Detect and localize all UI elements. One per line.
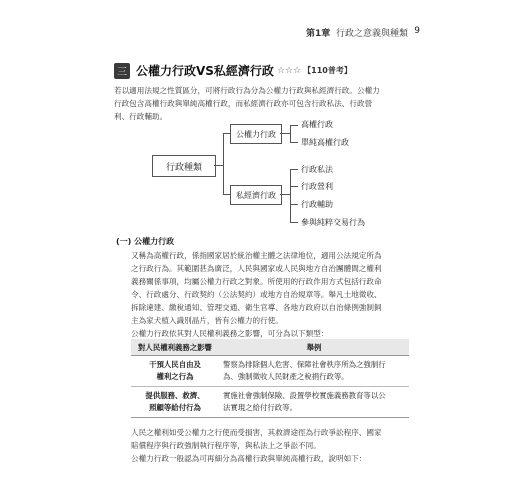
cell-line: 警察為排除個人危害、保障社會秩序所為之強制行: [223, 360, 386, 369]
table-header-cell: 對人民權利義務之影響: [131, 339, 219, 356]
cell-line: 照顧等給付行為: [149, 403, 201, 412]
body-line: 又稱為高權行政，係指國家居於統治權主體之法律地位，適用公法規定所為: [131, 251, 382, 260]
diagram-leaf: 參與純粹交易行為: [301, 218, 365, 227]
page-number: 9: [414, 26, 420, 36]
table-cell-type: [131, 387, 219, 418]
importance-stars: ☆☆☆: [276, 65, 302, 76]
section-title: [114, 62, 352, 79]
connector-line: [290, 142, 298, 143]
diagram-leaf: 行政營利: [301, 182, 333, 191]
diagram-leaf: 行政私法: [301, 165, 333, 174]
running-header: [306, 26, 408, 39]
body-line: 拆除違建、繳稅通知、管理交通、衛生官導、各地方政府以自治條例強制飼: [131, 303, 382, 312]
table-header-cell: 舉例: [219, 339, 409, 356]
table-cell-example: [219, 356, 409, 387]
chapter-label: 第1章: [305, 29, 331, 39]
connector-line: [290, 169, 298, 170]
connector-line: [214, 165, 223, 166]
intro-line: 利、行政輔助。: [114, 112, 168, 121]
body-line: 之行政行為。其範圍甚為廣泛，人民與國家或人民與地方自治團體間之權利: [131, 264, 382, 273]
connector-line: [223, 194, 230, 195]
cell-line: 法實現之給付行政等。: [223, 403, 297, 412]
table-cell-type: [131, 356, 219, 387]
intro-line: 若以適用法規之性質區分，可將行政行為分為公權力行政與私經濟行政。公權力: [114, 86, 380, 95]
connector-line: [290, 186, 298, 187]
connector-line: [290, 169, 291, 222]
diagram-branch-private: 私經濟行政: [230, 185, 282, 205]
table-cell-example: [219, 387, 409, 418]
body-line: 公權力行政依其對人民權利義務之影響，可分為以下類型：: [131, 329, 329, 338]
connector-line: [223, 133, 230, 134]
connector-line: [280, 194, 290, 195]
exam-tag: 【110普考】: [303, 66, 352, 75]
connector-line: [290, 125, 298, 126]
table-header-row: [131, 339, 409, 356]
diagram-branch-public: 公權力行政: [230, 124, 282, 144]
section-number-badge: 三: [114, 63, 130, 79]
intro-paragraph: [114, 84, 410, 123]
body-line: 人民之權利如受公權力之行使而受損害，其救濟途徑為行政爭訟程序、國家: [131, 428, 382, 437]
cell-line: 權利之行為: [156, 372, 194, 381]
cell-line: 為、強制徵收人民財產之稅捐行政等。: [223, 372, 349, 381]
body-line: 主為家犬植入識別晶片，皆有公權力的行使。: [131, 316, 283, 325]
body-line: 公權力行政一般認為可再細分為高權行政與單純高權行政，說明如下：: [131, 454, 367, 463]
diagram-leaf: 行政輔助: [301, 200, 333, 209]
table-row: [131, 387, 409, 418]
diagram-leaf: 高權行政: [301, 120, 333, 129]
cell-line: 干預人民自由及: [149, 360, 201, 369]
intro-line: 行政包含高權行政與單純高權行政，而私經濟行政亦可包含行政私法、行政營: [114, 99, 373, 108]
rights-impact-table: [131, 339, 409, 418]
diagram-root-box: 行政種類: [152, 155, 216, 177]
connector-line: [290, 204, 298, 205]
chapter-title: 行政之意義與種類: [335, 29, 408, 39]
body-line: 令、行政處分、行政契約（公法契約）或地方自治規章等。舉凡土地徵收、: [131, 290, 382, 299]
connector-line: [280, 133, 290, 134]
cell-line: 提供服務、救濟、: [145, 391, 205, 400]
connector-line: [290, 222, 298, 223]
diagram-leaf: 單純高權行政: [301, 138, 349, 147]
body-line: 義務關係事項，均屬公權力行政之對象。所使用的行政作用方式包括行政命: [131, 277, 382, 286]
table-row: [131, 356, 409, 387]
subsection-paragraph: [131, 249, 413, 340]
connector-line: [290, 125, 291, 143]
body-line: 賠償程序與行政強制執行程序等，與私法上之爭訟不同。: [131, 441, 321, 450]
subsection-heading: (一) 公權力行政: [116, 237, 175, 246]
connector-line: [223, 133, 224, 195]
section-heading: 公權力行政VS私經濟行政: [136, 64, 274, 78]
closing-paragraph: [131, 426, 413, 465]
cell-line: 實施社會強制保險、設置學校實施義務教育等以公: [223, 391, 386, 400]
